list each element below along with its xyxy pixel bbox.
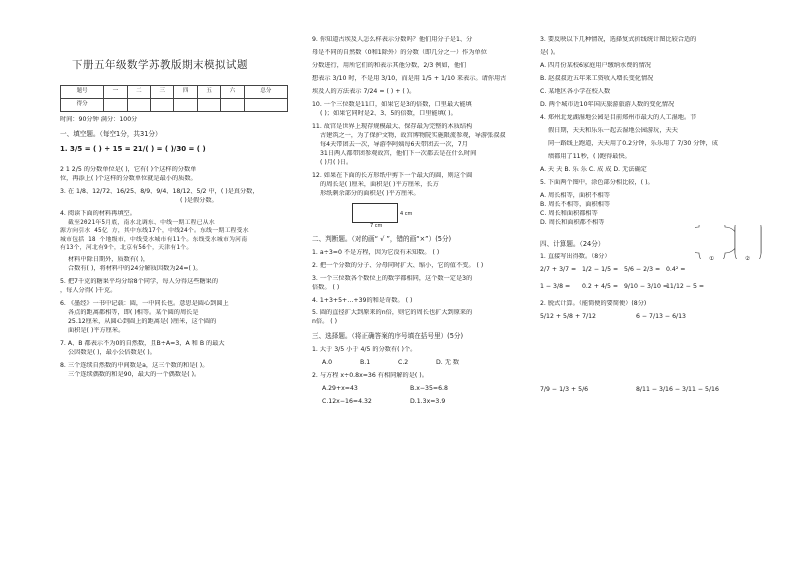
material-line-2: 源方向引水 45亿 方，其中东线17个，中线24个。东线一期工程受水 (60, 228, 249, 235)
question-4-blank-2: 合数有( )，将材料中的24分解质因数为24=( )。 (68, 265, 202, 273)
calc-expression: 8/11 − 3/16 − 3/11 − 5/16 (636, 386, 719, 394)
calc-item: 9/10 − 3/10 = (624, 283, 669, 291)
calc-item: 1 − 3/8 = (540, 283, 571, 291)
judge-3: 3. 一个三位数各个数位上的数字都相同，这个数一定是3的 (312, 274, 473, 282)
score-cell[interactable] (221, 99, 244, 112)
score-header-cell: 总分 (244, 86, 287, 99)
question-11-cont-1: 古建筑之一，为了保护文物，故宫博物院实施限流参观，导游张叔叔 (320, 131, 506, 139)
rectangle-bottom-label: 7 cm (370, 222, 383, 229)
choice-5: 5. 下面两个图中，涂色部分相比较，( )。 (540, 178, 654, 186)
calc-part-2-heading: 2. 脱式计算。（能简便的要简便）(8分) (540, 300, 647, 308)
score-table (60, 85, 288, 112)
calc-item: 1/2 − 1/5 = (582, 266, 619, 274)
score-row-label: 得分 (61, 99, 104, 112)
score-header-cell: 四 (174, 86, 197, 99)
choice-4-options: A. 天 天 B. 乐 乐 C. 成 成 D. 无法确定 (540, 165, 647, 173)
score-header-row (61, 86, 288, 99)
score-header-cell: 二 (127, 86, 150, 99)
question-11-cont-3: 31日两人都带团参观故宫，他们下一次都去是在什么时间 (320, 149, 477, 157)
question-2-cont: 位，再添上( )个这样的分数单位就是最小的质数。 (60, 174, 197, 182)
calc-row-4 (540, 386, 780, 395)
section-1-heading: 一、填空题。（每空1分，共31分） (60, 130, 162, 139)
material-line-3: 城市包括 18 个地级市，中线受水城市有11个。东线受水城市为河南 (60, 236, 248, 243)
choice-1-options (312, 359, 532, 368)
calc-item: 5/6 − 2/3 = (624, 266, 661, 274)
question-2: 2 1 2/5 的分数单位是( )，它有( )个这样的分数单 (60, 165, 197, 173)
choice-2-options-row-2 (312, 398, 532, 407)
rectangle-side-label: 4 cm (399, 210, 413, 217)
option-b: B.1 (360, 358, 371, 366)
material-line-4: 有13个，河北有9个，北京有56个，天津有1个。 (60, 244, 193, 251)
material-line-1: 截至2021年5月底，南水北调东、中线一期工程已从水 (68, 219, 215, 226)
calc-row-2 (540, 283, 780, 292)
question-4: 4. 阅读下面的材料再填空。 (60, 209, 136, 217)
score-cell[interactable] (104, 99, 127, 112)
question-8-cont: 三个连续偶数的和是90，最大的一个偶数是( )。 (68, 371, 201, 379)
option-d: D. 无 数 (436, 358, 460, 366)
question-12-cont-2: 形纸剩余部分的面积是( )平方厘米。 (320, 189, 420, 197)
question-1: 1. 3/5 = ( ) ÷ 15 = 21/( ) = ( )/30 = ( ) (60, 144, 206, 153)
shapes-svg (695, 225, 767, 259)
option-a: A.0 (322, 358, 333, 366)
calc-item: 0.4² = (666, 266, 686, 274)
question-10-cont: ( )；如果它同时是2、3、5的倍数，口里能填( )。 (320, 109, 457, 117)
question-10: 10. 一个三位数是11口，如果它是3的倍数，口里最大能填 (312, 100, 472, 108)
judge-3-cont: 倍数。 ( ) (312, 283, 340, 291)
calc-row-1 (540, 266, 780, 275)
question-4-blank-1: 材料中除日期外，质数有( )， (68, 256, 150, 264)
option-b: B.x−35=6.8 (410, 384, 448, 392)
choice-4-cont-2: 同一路线上跑道，天天用了0.2分钟，乐乐用了 7/30 分钟，成 (548, 139, 718, 147)
choice-4-cont-3: 绩都用了11秒，( )跑得最快。 (548, 152, 631, 160)
section-2-heading: 二、判断题。（对的画“ √ ”，错的画“×”）(5分) (312, 235, 452, 244)
shape-2 (735, 225, 761, 259)
question-7: 7. A、B 都表示不为0的自然数，且B÷A=3，A 和 B 的最大 (60, 340, 225, 348)
column-1 (60, 0, 302, 380)
score-cell[interactable] (151, 99, 174, 112)
choice-3-option-c: C. 某地区各小学在校人数 (540, 87, 611, 95)
shape-1 (695, 225, 738, 259)
question-3: 3. 在 1/8、12/72、16/25、8/9、9/4、18/12、5/2 中，( )是真分数， (60, 187, 259, 195)
choice-5-option-d: D. 周长和面积都不相等 (540, 218, 605, 226)
question-9-cont-4: 埃及人的方法表示 7/24 = ( ) + ( )。 (312, 87, 416, 95)
question-7-cont: 公因数是( )，最小公倍数是( )。 (68, 349, 156, 357)
choice-3: 3. 要反映以下几种情况，选择复式折线统计图比较合适的 (540, 36, 697, 43)
column-2 (312, 36, 532, 407)
page-title: 下册五年级数学苏教版期末模拟试题 (72, 59, 248, 71)
column-3 (540, 36, 780, 395)
judge-1: 1. a÷3=0 不是方程，因为它没有未知数。 ( ) (312, 248, 440, 256)
question-5-cont: ，每人分得( )千克。 (60, 287, 117, 295)
option-d: D.1.3x=3.9 (410, 397, 446, 405)
score-cell[interactable] (197, 99, 220, 112)
question-6-cont-1: 各点的距离都相等，即( )相等。某个圆的周长是 (68, 309, 199, 317)
question-11: 11. 故宫是世界上现存规模最大、保存最为完整的木质结构 (312, 122, 473, 130)
calc-item: 0.2 + 4/5 = (582, 283, 619, 291)
score-header-cell: 一 (104, 86, 127, 99)
time-line: 时间：90分钟 满分：100分 (60, 116, 138, 124)
calc-item: 11/12 − 5 = (666, 283, 705, 291)
score-cell[interactable] (174, 99, 197, 112)
judge-4: 4. 1+3+5+…+39的和是奇数。 ( ) (312, 296, 413, 304)
question-9-cont-2: 分数进行，用所它们的和表示其他分数，2/3 例如，他们 (312, 61, 467, 69)
option-a: A.29+x=43 (322, 384, 358, 392)
judge-2: 2. 把一个分数的分子、分母同时扩大、缩小，它的值不变。 ( ) (312, 261, 484, 269)
choice-3-cont: 是( )。 (540, 48, 560, 56)
choice-5-option-b: B. 周长不相等，面积相等 (540, 200, 611, 208)
score-cell[interactable] (127, 99, 150, 112)
judge-5-cont: n倍。 ( ) (312, 318, 338, 326)
score-header-cell: 六 (221, 86, 244, 99)
choice-1: 1. 大于 3/5 小于 4/5 的分数有( )个。 (312, 346, 417, 353)
choice-3-option-a: A. 四月份某校6家庭用户缴纳水费的情况 (540, 61, 651, 69)
score-cell[interactable] (244, 99, 287, 112)
question-9-cont-3: 想表示 3/10 时，不是用 3/10，而是用 1/5 + 1/10 来表示。请你用古 (312, 74, 507, 82)
score-header-cell: 题号 (61, 86, 104, 99)
question-6-cont-3: 面积是( )平方厘米。 (68, 327, 125, 335)
choice-3-option-b: B. 赵叔叔近五年来工资收入增长变化情况 (540, 74, 654, 82)
question-6-cont-2: 25.12厘米，从圆心到圆上的距离是( )厘米，这个圆的 (68, 318, 217, 326)
question-3-cont: ( )是假分数。 (180, 196, 218, 204)
question-9-cont-1: 母是不同的自然数（0和1除外）的分数（即几分之一）作为单位 (312, 48, 487, 56)
choice-2-options-row-1 (312, 385, 532, 394)
option-c: C.12x−16=4.32 (322, 397, 372, 405)
question-11-cont-2: 每4天带团去一次，导游李阿姨每6天带团去一次，7月 (320, 140, 468, 148)
question-6: 6. 《墨经》一书中记载：圆，一中同长也。意思是圆心到圆上 (60, 300, 229, 308)
calc-expression: 5/12 + 5/8 + 7/12 (540, 313, 596, 321)
choice-3-option-d: D. 两个城市近10年国庆旅游旅游人数的变化情况 (540, 100, 675, 108)
question-5: 5. 把7千克的糖果平均分给8个同学，每人分得这些糖果的 (60, 278, 219, 286)
choice-5-option-a: A. 周长相等，面积不相等 (540, 191, 610, 199)
question-9: 9. 你知道古埃及人怎么样表示分数吗？他们用分子是1、分 (312, 36, 473, 43)
score-value-row (61, 99, 288, 112)
section-3-heading: 三、选择题。（将正确答案的序号填在括号里）(5分) (312, 332, 464, 341)
section-4-heading: 四、计算题。（24分） (540, 239, 605, 248)
calc-row-3 (540, 313, 780, 322)
score-header-cell: 五 (197, 86, 220, 99)
question-8: 8. 三个连续自然数的中间数是a，这三个数的和是( )。 (60, 362, 209, 370)
choice-4-cont-1: 假日期，天天和乐乐一起去湿地公园游玩，天天 (548, 126, 678, 134)
shape-label-2: ② (745, 256, 750, 262)
calc-expression: 7/9 − 1/3 + 5/6 (540, 386, 589, 394)
choice-4: 4. 郑州北龙湖湿地公园是目前郑州市最大的人工湿地。节 (540, 113, 697, 121)
option-c: C.2 (398, 358, 409, 366)
question-11-cont-4: ( )月( )日。 (320, 158, 353, 166)
calc-part-1-heading: 1. 直接写出得数。（8分） (540, 253, 611, 261)
choice-5-option-c: C. 周长和面积都相等 (540, 209, 598, 217)
question-12-cont-1: 的周长是( )厘米，面积是( )平方厘米，长方 (320, 180, 439, 188)
rectangle-figure (312, 203, 532, 230)
calc-item: 2/7 + 3/7 = (540, 266, 577, 274)
calc-expression: 6 − 7/13 − 6/13 (636, 313, 686, 321)
shape-label-1: ① (709, 256, 714, 262)
score-header-cell: 三 (151, 86, 174, 99)
shape-figures (695, 225, 767, 263)
choice-2: 2. 与方程 x÷0.8x=36 有相同解的是( )。 (312, 371, 428, 379)
question-12: 12. 如果在下面的长方形纸中剪下一个最大的圆，则这个圆 (312, 171, 473, 179)
rectangle-shape (352, 203, 398, 223)
judge-5: 5. 圆的直径扩大到原来的n倍，则它的周长也扩大到原来的 (312, 309, 473, 317)
